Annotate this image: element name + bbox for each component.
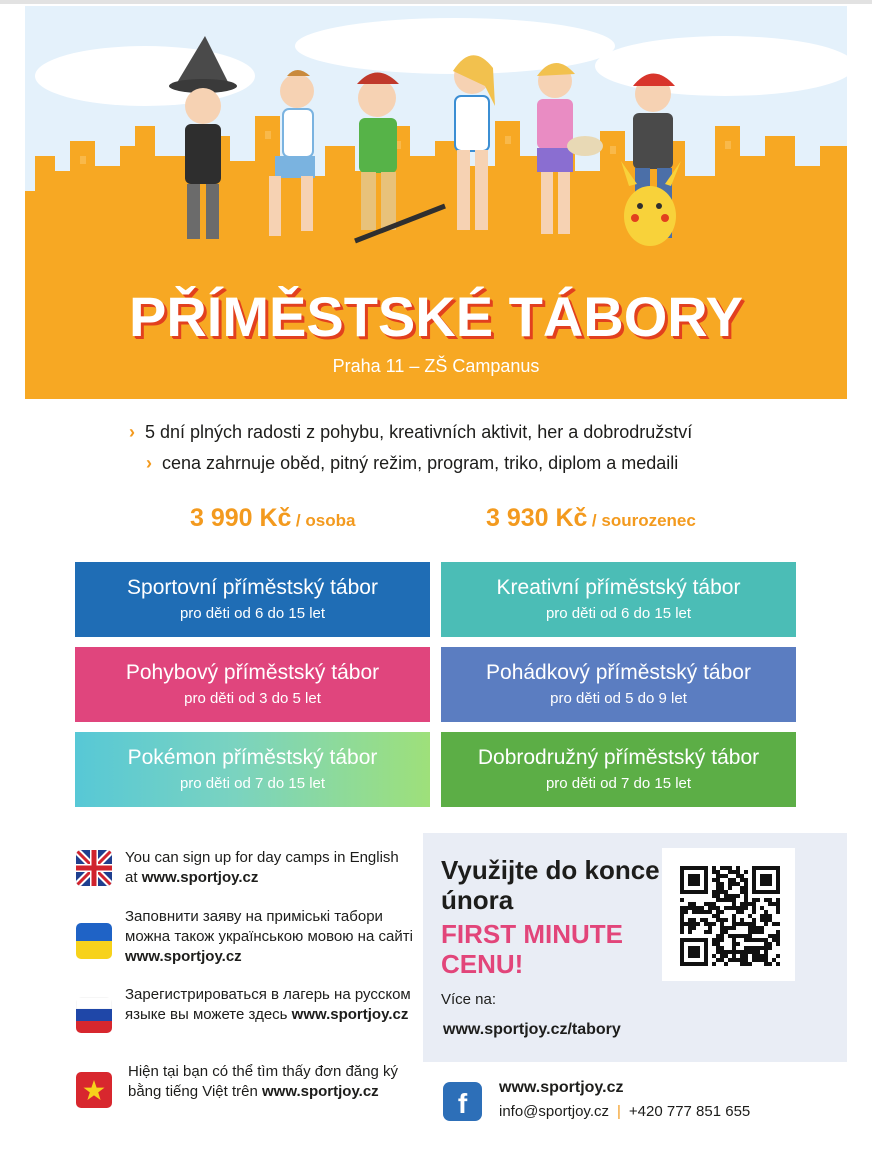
camp-ages: pro děti od 7 do 15 let <box>179 775 326 792</box>
camp-title: Pohybový příměstský tábor <box>125 661 380 684</box>
uk-flag-icon <box>76 850 112 886</box>
camp-title: Pokémon příměstský tábor <box>127 746 378 769</box>
promo-highlight: FIRST MINUTE CENU! <box>441 919 623 979</box>
camp-card-fairytale[interactable] <box>441 647 796 722</box>
price-per-person: 3 990 Kč / osoba <box>190 504 356 532</box>
ukrainian-signup-link[interactable]: www.sportjoy.cz <box>125 948 242 965</box>
russian-signup-link[interactable]: www.sportjoy.cz <box>291 1006 409 1023</box>
hero-banner <box>25 6 847 399</box>
camp-ages: pro děti od 6 do 15 let <box>179 605 326 622</box>
camp-title: Pohádkový příměstský tábor <box>486 661 751 684</box>
feature-item: › cena zahrnuje oběd, pitný režim, program, triko, diplom a medaili <box>146 453 679 473</box>
english-signup-link[interactable]: www.sportjoy.cz <box>141 869 259 886</box>
feature-item: › 5 dní plných radosti z pohybu, kreativních aktivit, her a dobrodružství <box>129 422 693 442</box>
footer-phone[interactable]: +420 777 851 655 <box>628 1103 751 1120</box>
hero-title: PŘÍMĚSTSKÉ TÁBORY <box>129 285 743 348</box>
camp-card-movement[interactable] <box>75 647 430 722</box>
hero-subtitle: Praha 11 – ZŠ Campanus <box>332 356 540 376</box>
camp-card-creative[interactable] <box>441 562 796 637</box>
footer-email[interactable]: info@sportjoy.cz <box>499 1103 609 1120</box>
chevron-right-icon: › <box>146 453 152 473</box>
facebook-icon[interactable]: f <box>443 1082 482 1121</box>
camp-title: Sportovní příměstský tábor <box>127 576 378 599</box>
qr-code-icon[interactable] <box>662 848 795 981</box>
vietnamese-signup-link[interactable]: www.sportjoy.cz <box>262 1083 379 1100</box>
promo-link[interactable]: www.sportjoy.cz/tabory <box>443 1021 621 1038</box>
footer-contact <box>499 1103 750 1120</box>
camp-ages: pro děti od 5 do 9 let <box>550 690 687 707</box>
ukraine-flag-icon <box>76 923 112 959</box>
camp-title: Dobrodružný příměstský tábor <box>477 746 760 769</box>
footer-separator: | <box>617 1103 621 1120</box>
price-sibling: 3 930 Kč / sourozenec <box>486 504 696 532</box>
camp-ages: pro děti od 7 do 15 let <box>545 775 692 792</box>
promo-more-label: Více na: <box>441 991 497 1008</box>
footer-website[interactable]: www.sportjoy.cz <box>499 1079 624 1096</box>
camp-ages: pro děti od 6 do 15 let <box>545 605 692 622</box>
promo-headline: Využijte do konce února <box>441 855 660 915</box>
camp-ages: pro děti od 3 do 5 let <box>184 690 321 707</box>
camp-card-sport[interactable] <box>75 562 430 637</box>
camp-title: Kreativní příměstský tábor <box>496 576 741 599</box>
russia-flag-icon <box>76 997 112 1033</box>
top-border <box>0 0 872 4</box>
first-minute-promo <box>423 833 847 1062</box>
vietnam-flag-icon <box>76 1072 112 1108</box>
camp-card-pokemon[interactable] <box>75 732 430 807</box>
camp-card-adventure[interactable] <box>441 732 796 807</box>
chevron-right-icon: › <box>129 422 135 442</box>
